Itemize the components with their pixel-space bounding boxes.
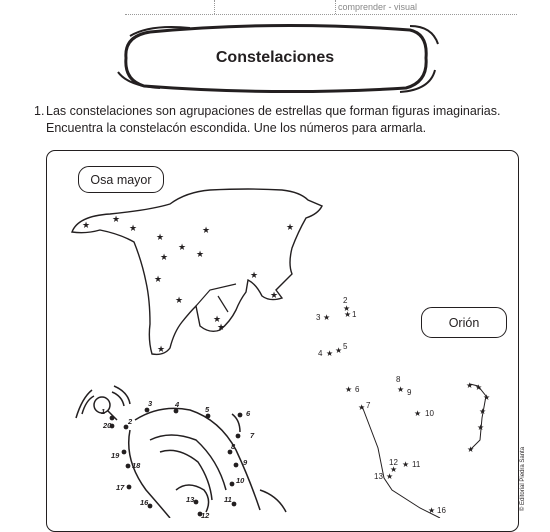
- rocket-numbers: [101, 399, 255, 518]
- instruction-line: Encuentra la constelacón escondida. Une los números para armarla.: [46, 121, 427, 135]
- bear-outline: [72, 189, 322, 354]
- dots-upper: [316, 296, 357, 358]
- dot-number: 12: [201, 511, 210, 518]
- dot-number: 12: [389, 458, 398, 467]
- dot-number: 6: [355, 385, 360, 394]
- dots-orion: [345, 375, 446, 515]
- star-icon: ★: [156, 232, 165, 242]
- star-icon: ★: [323, 313, 331, 322]
- star-icon: ★: [196, 249, 205, 259]
- orion-stars: [466, 381, 490, 454]
- star-icon: ★: [202, 225, 211, 235]
- star-icon: ★: [466, 381, 474, 390]
- instruction-line: Las constelaciones son agrupaciones de estrellas que forman figuras imaginarias.: [46, 104, 501, 118]
- star-icon: ★: [344, 310, 352, 319]
- dot-number: 2: [128, 417, 133, 426]
- dot-number: 16: [140, 498, 149, 507]
- dot-number: 3: [148, 399, 153, 408]
- star-icon: ★: [479, 407, 487, 416]
- star-icon: ★: [175, 295, 184, 305]
- star-icon: ★: [390, 465, 398, 474]
- star-icon: ★: [386, 472, 394, 481]
- dot-number: 8: [396, 375, 401, 384]
- skill-tag: comprender - visual: [338, 2, 418, 12]
- star-icon: ★: [467, 445, 475, 454]
- dot-number: 11: [224, 495, 232, 504]
- star-icon: ★: [326, 349, 334, 358]
- star-icon: ★: [397, 385, 405, 394]
- orion-line: [362, 406, 440, 518]
- star-icon: ★: [160, 252, 169, 262]
- star-icon: ★: [475, 383, 483, 392]
- star-icon: ★: [129, 223, 138, 233]
- dot-number: 5: [343, 342, 348, 351]
- star-icon: ★: [157, 344, 166, 354]
- star-icon: ★: [335, 346, 343, 355]
- star-icon: ★: [250, 270, 259, 280]
- star-icon: ★: [178, 242, 187, 252]
- copyright-vertical: [519, 448, 533, 518]
- star-icon: ★: [217, 322, 226, 332]
- dot-number: 8: [231, 442, 236, 451]
- star-icon: ★: [286, 222, 295, 232]
- dot-number: 1: [352, 310, 357, 319]
- dot-number: 4: [175, 400, 180, 409]
- star-icon: ★: [428, 506, 436, 515]
- page-title: Constelaciones: [215, 49, 335, 66]
- star-icon: ★: [213, 314, 222, 324]
- bear-leg-line: [218, 296, 228, 312]
- dot-number: 10: [425, 409, 434, 418]
- star-icon: ★: [414, 409, 422, 418]
- dot-number: 9: [243, 458, 248, 467]
- dot-number: 13: [374, 472, 383, 481]
- dot-number: 6: [246, 409, 251, 418]
- dot-number: 7: [250, 431, 255, 440]
- dot-number: 16: [437, 506, 446, 515]
- dot-number: 1: [101, 407, 106, 416]
- dot-number: 3: [316, 313, 321, 322]
- dot-number: 4: [318, 349, 323, 358]
- star-icon: ★: [402, 460, 410, 469]
- dot-number: 7: [366, 401, 371, 410]
- star-icon: ★: [270, 290, 279, 300]
- rocket-drawing: [76, 386, 286, 518]
- star-icon: ★: [112, 214, 121, 224]
- star-icon: ★: [343, 304, 351, 313]
- star-icon: ★: [477, 423, 485, 432]
- dot-number: 13: [186, 495, 195, 504]
- dot-number: 10: [236, 476, 245, 485]
- star-icon: ★: [483, 393, 491, 402]
- dot-number: 2: [343, 296, 348, 305]
- star-icon: ★: [358, 403, 366, 412]
- label-osa-mayor: Osa mayor: [78, 166, 164, 193]
- dot-number: 18: [132, 461, 141, 470]
- dot-number: 19: [111, 451, 120, 460]
- star-icon: ★: [82, 220, 91, 230]
- dot-number: 5: [205, 405, 210, 414]
- bear-leg-line: [196, 284, 236, 306]
- star-icon: ★: [345, 385, 353, 394]
- instruction-number: 1.: [34, 104, 45, 118]
- label-orion: Orión: [421, 307, 507, 338]
- dot-number: 9: [407, 388, 412, 397]
- star-icon: ★: [154, 274, 163, 284]
- dot-number: 20: [103, 421, 112, 430]
- copyright-text: © Editorial Piedra Santa: [520, 446, 527, 512]
- bear-stars: [82, 214, 294, 354]
- dot-number: 17: [116, 483, 125, 492]
- dot-number: 11: [412, 460, 421, 469]
